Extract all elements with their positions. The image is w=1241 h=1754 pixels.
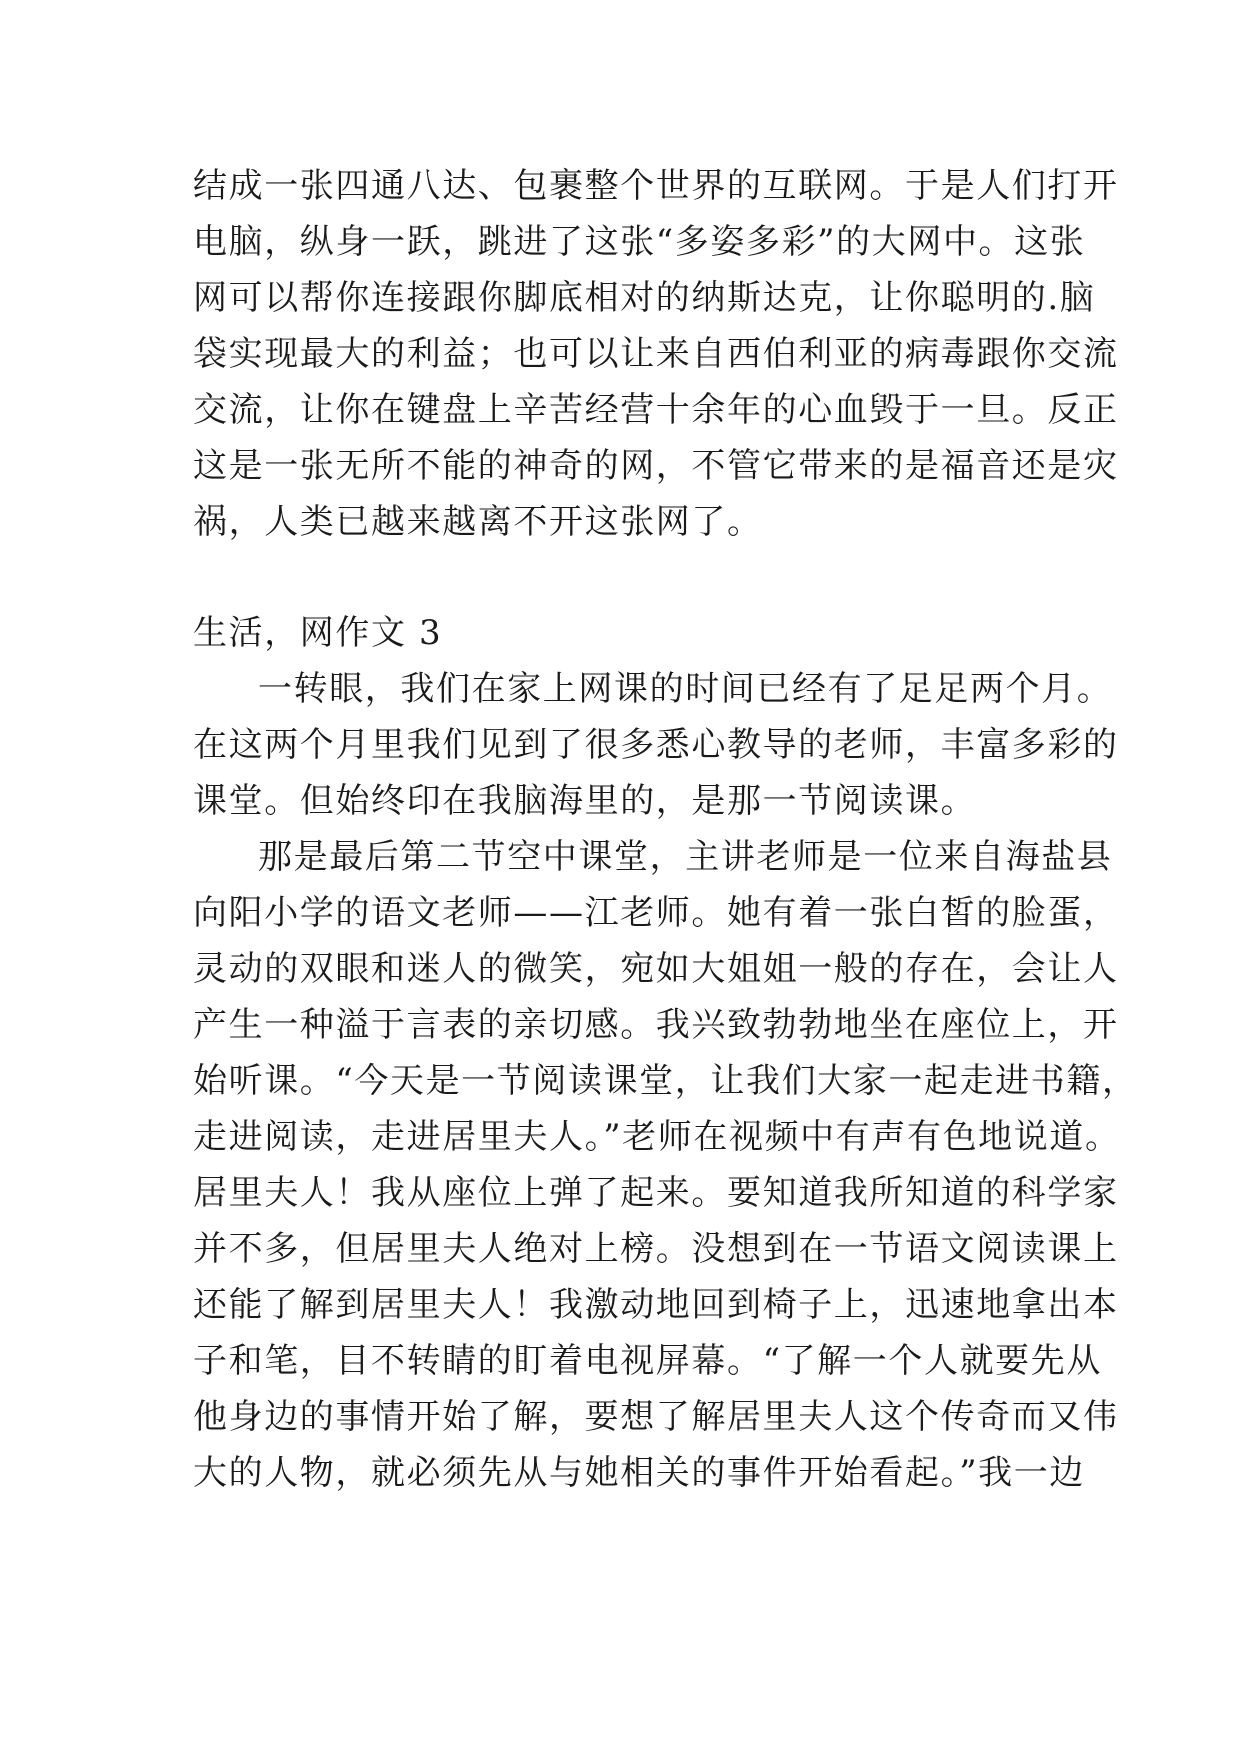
paragraph-line: 走进阅读，走进居里夫人。”老师在视频中有声有色地说道。 xyxy=(193,1117,1121,1157)
paragraph-line: 这是一张无所不能的神奇的网，不管它带来的是福音还是灾 xyxy=(193,446,1119,486)
section-heading: 生活，网作文 3 xyxy=(193,613,443,653)
paragraph-line: 那是最后第二节空中课堂，主讲老师是一位来自海盐县 xyxy=(258,837,1113,877)
paragraph-line: 课堂。但始终印在我脑海里的，是那一节阅读课。 xyxy=(193,781,977,821)
paragraph-line: 还能了解到居里夫人！我激动地回到椅子上，迅速地拿出本 xyxy=(193,1285,1119,1325)
paragraph-line: 子和笔，目不转睛的盯着电视屏幕。“了解一个人就要先从 xyxy=(193,1341,1102,1381)
paragraph-line: 网可以帮你连接跟你脚底相对的纳斯达克，让你聪明的.脑 xyxy=(193,278,1096,318)
paragraph-line: 灵动的双眼和迷人的微笑，宛如大姐姐一般的存在，会让人 xyxy=(193,949,1119,989)
paragraph-line: 在这两个月里我们见到了很多悉心教导的老师，丰富多彩的 xyxy=(193,725,1119,765)
paragraph-line: 始听课。“今天是一节阅读课堂，让我们大家一起走进书籍， xyxy=(193,1061,1138,1101)
paragraph-line: 交流，让你在键盘上辛苦经营十余年的心血毁于一旦。反正 xyxy=(193,390,1119,430)
paragraph-line: 向阳小学的语文老师——江老师。她有着一张白皙的脸蛋， xyxy=(193,893,1119,933)
paragraph-line: 产生一种溢于言表的亲切感。我兴致勃勃地坐在座位上，开 xyxy=(193,1005,1119,1045)
paragraph-line: 祸，人类已越来越离不开这张网了。 xyxy=(193,502,763,542)
paragraph-line: 大的人物，就必须先从与她相关的事件开始看起。”我一边 xyxy=(193,1453,1085,1493)
paragraph-line: 居里夫人！我从座位上弹了起来。要知道我所知道的科学家 xyxy=(193,1173,1119,1213)
paragraph-line: 一转眼，我们在家上网课的时间已经有了足足两个月。 xyxy=(258,669,1113,709)
paragraph-line: 并不多，但居里夫人绝对上榜。没想到在一节语文阅读课上 xyxy=(193,1229,1119,1269)
paragraph-line: 他身边的事情开始了解，要想了解居里夫人这个传奇而又伟 xyxy=(193,1397,1119,1437)
paragraph-line: 电脑，纵身一跃，跳进了这张“多姿多彩”的大网中。这张 xyxy=(193,222,1086,262)
paragraph-line: 结成一张四通八达、包裹整个世界的互联网。于是人们打开 xyxy=(193,166,1119,206)
paragraph-line: 袋实现最大的利益；也可以让来自西伯利亚的病毒跟你交流 xyxy=(193,334,1119,374)
